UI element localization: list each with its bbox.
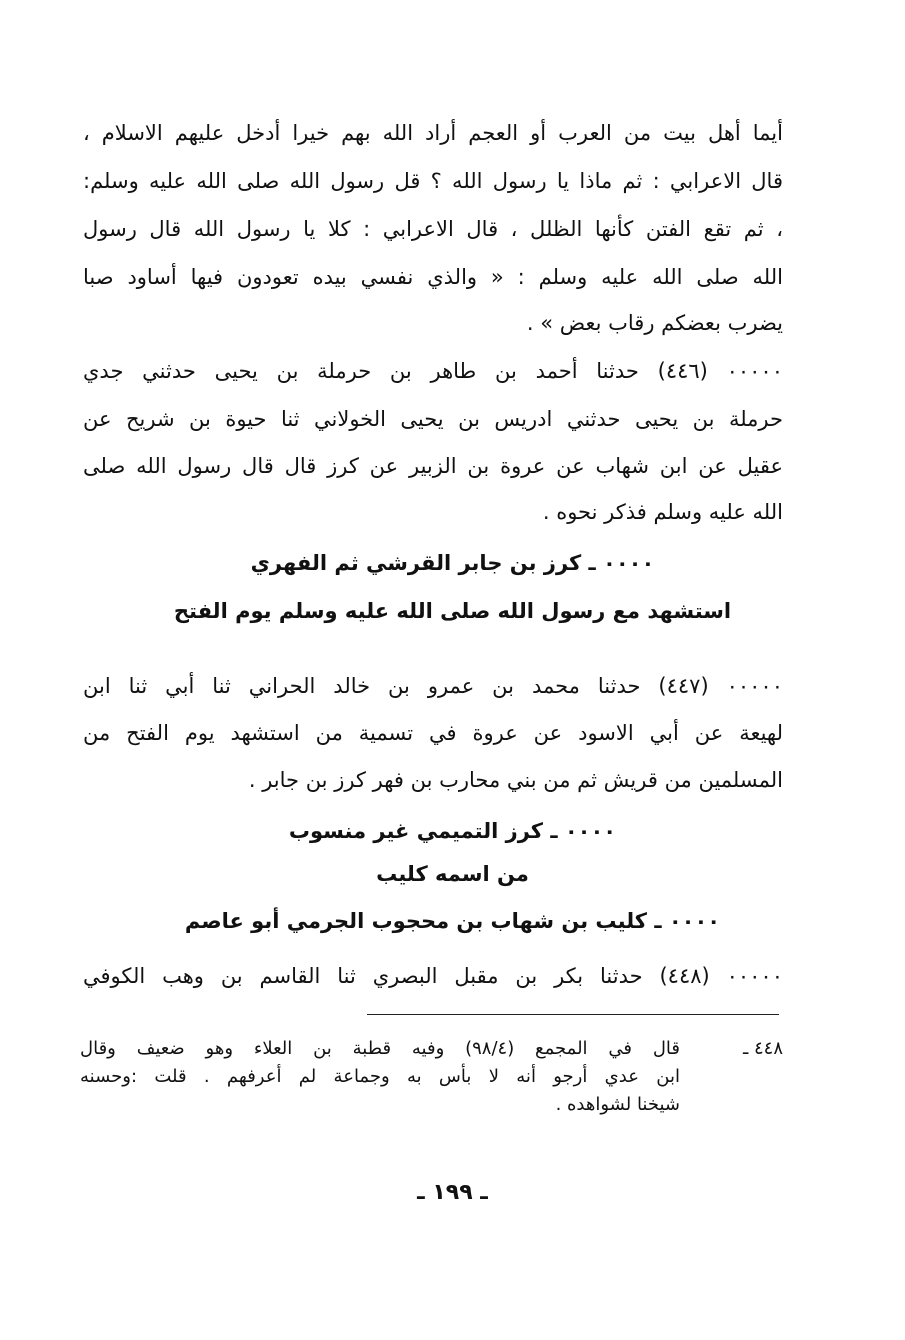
text-line: ٠٠٠٠٠ (٤٤٦) حدثنا أحمد بن طاهر بن حرملة بن يحيى حدثني جدي: [83, 359, 783, 383]
section-subheading: استشهد مع رسول الله صلى الله عليه وسلم يوم الفتح: [173, 599, 732, 623]
text-line: قال الاعرابي : ثم ماذا يا رسول الله ؟ قل رسول الله صلى الله عليه وسلم:: [83, 169, 783, 193]
section-heading: ٠٠٠٠ ـ كرز بن جابر القرشي ثم الفهري: [250, 551, 655, 575]
text-line: لهيعة عن أبي الاسود عن عروة في تسمية من استشهد يوم الفتح من: [83, 721, 783, 745]
footnote-separator: [367, 1014, 779, 1015]
page-number: ـ ١٩٩ ـ: [417, 1180, 488, 1205]
text-line: عقيل عن ابن شهاب عن عروة بن الزبير عن كرز قال قال رسول الله صلى: [83, 454, 783, 478]
footnote-line: ابن عدي أرجو أنه لا بأس به وجماعة لم أعرفهم . قلت :وحسنه: [80, 1066, 680, 1087]
text-line: المسلمين من قريش ثم من بني محارب بن فهر كرز بن جابر .: [248, 768, 783, 792]
section-heading: ٠٠٠٠ ـ كليب بن شهاب بن محجوب الجرمي أبو عاصم: [184, 909, 721, 933]
section-subheading: من اسمه كليب: [376, 862, 529, 886]
text-line: ، ثم تقع الفتن كأنها الظلل ، قال الاعرابي : كلا يا رسول الله قال رسول: [83, 217, 783, 241]
text-line: يضرب بعضكم رقاب بعض » .: [526, 311, 783, 335]
text-line: الله صلى الله عليه وسلم : « والذي نفسي بيده تعودون فيها أساود صبا: [83, 265, 783, 289]
text-line: ٠٠٠٠٠ (٤٤٧) حدثنا محمد بن عمرو بن خالد الحراني ثنا أبي ثنا ابن: [83, 674, 783, 698]
text-line: الله عليه وسلم فذكر نحوه .: [542, 500, 783, 524]
footnote-number: ٤٤٨ ـ: [742, 1038, 783, 1059]
text-line: أيما أهل بيت من العرب أو العجم أراد الله بهم خيرا أدخل عليهم الاسلام ،: [83, 121, 783, 145]
text-line: حرملة بن يحيى حدثني ادريس بن يحيى الخولاني ثنا حيوة بن شريح عن: [83, 407, 783, 431]
footnote-line: قال في المجمع (٩٨/٤) وفيه قطبة بن العلاء وهو ضعيف وقال: [80, 1038, 680, 1059]
footnote-line: شيخنا لشواهده .: [555, 1094, 680, 1115]
section-heading: ٠٠٠٠ ـ كرز التميمي غير منسوب: [288, 819, 617, 843]
text-line: ٠٠٠٠٠ (٤٤٨) حدثنا بكر بن مقبل البصري ثنا القاسم بن وهب الكوفي: [83, 964, 783, 988]
